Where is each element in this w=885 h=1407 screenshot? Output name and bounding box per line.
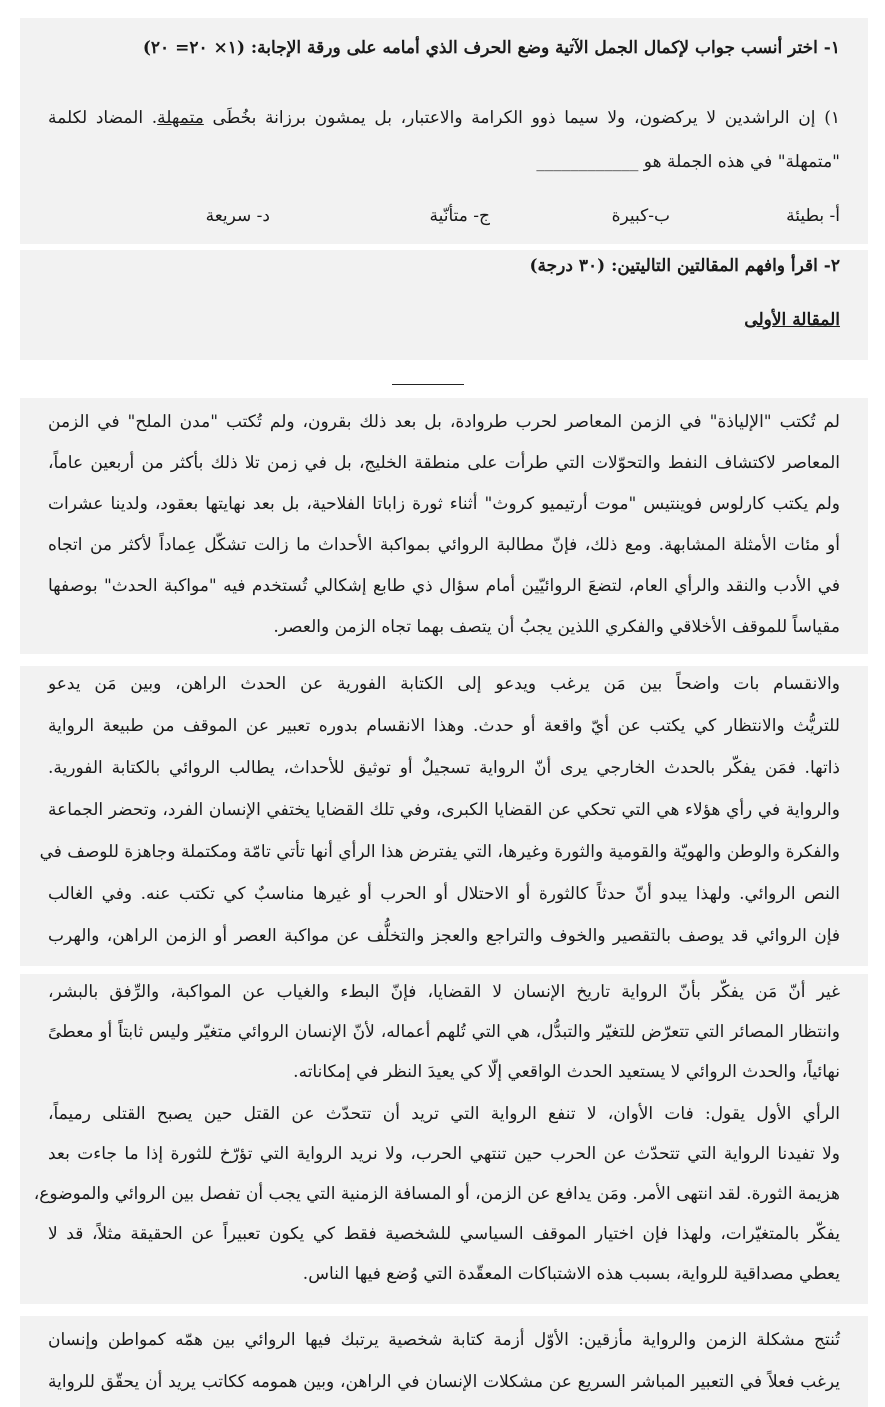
question-1-item-line1 (48, 106, 840, 130)
para4-line: تُنتج مشكلة الزمن والرواية مأزقين: الأوّل أزمة كتابة شخصية يرتبك فيها الروائي بين همّه كمواطن وإنسان (48, 1330, 840, 1350)
item-text-post: . المضاد لكلمة (48, 108, 158, 128)
para1-line: مقياساً للموقف الأخلاقي والفكري اللذين يجبُ أن يتصف بهما تجاه الزمن والعصر. (273, 617, 840, 637)
para2-line: والرواية في رأي هؤلاء هي التي تحكي عن القضايا الكبرى، وفي تلك القضايا يختفي الإنسان الفرد، وتحضر الجماعة (48, 800, 840, 820)
option-b: ب-كبيرة (611, 206, 670, 226)
paragraph-4-panel (20, 1316, 868, 1407)
question-1-panel (20, 18, 868, 244)
option-d: د- سريعة (205, 206, 270, 226)
article-title (48, 308, 840, 332)
para1-line: في الأدب والنقد والرأي العام، لتضعَ الروائيّين أمام سؤال ذي طابع إشكالي تُستخدم فيه "مواكبة الحدث" بوصفها (48, 576, 840, 596)
para4-line: يرغب فعلاً في التعبير المباشر السريع عن مشكلات الإنسان في الراهن، وبين همومه ككاتب يريد أن يحقّق للرواية (48, 1372, 840, 1392)
para1-line: لم تُكتب "الإلياذة" في الزمن المعاصر لحرب طروادة، بل بعد ذلك بقرون، ولم تُكتب "مدن الملح" في الزمن (48, 412, 840, 432)
option-c: ج- متأنّية (429, 206, 490, 226)
para2-line: والفكرة والوطن والهويّة والقومية والثورة وغيرها، التي يفترض هذا الرأي أنها تأتي تامّة ومكتملة وجاهزة للوصف في (39, 842, 840, 862)
para3-line: وانتظار المصائر التي تتعرّض للتغيّر والتبدُّل، هي التي تُلهم أعماله، لأنّ الإنسان الروائي متغيّر وليس ثابتاً أو معطىً (48, 1022, 840, 1042)
para2-line: النص الروائي. ولهذا يبدو أنّ حدثاً كالثورة أو الاحتلال أو الحرب أو غيرها مناسبٌ كي تكتب عنه. وفي الغالب (48, 884, 840, 904)
item-text-pre: ١) إن الراشدين لا يركضون، ولا سيما ذوو الكرامة والاعتبار، بل يمشون برزانة بخُطَى (203, 108, 840, 128)
option-a: أ- بطيئة (786, 206, 840, 226)
para1-line: ولم يكتب كارلوس فوينتيس "موت أرتيميو كروث" أثناء ثورة زاباتا الفلاحية، بل بعد نهايتها بعقود، ولدينا عشرات (48, 494, 840, 514)
separator-line (392, 384, 464, 385)
para2-line: فإن الروائي قد يوصف بالتقصير والخوف والتراجع والعجز والتخلُّف عن مواكبة العصر أو الزمن الراهن، والهرب (48, 926, 840, 946)
para1-line: أو مئات الأمثلة المشابهة. ومع ذلك، فإنّ مطالبة الروائي بمواكبة الأحداث ما زالت تشكّل عِماداً لأكثر من اتجاه (48, 535, 840, 555)
question-1-heading: ١- اختر أنسب جواب لإكمال الجمل الآتية وضع الحرف الذي أمامه على ورقة الإجابة: (١× ٢٠= ٢٠) (142, 38, 840, 58)
paragraph-1-panel (20, 398, 868, 654)
para2-line: ذاتها. فمَن يفكّر بالحدث الخارجي يرى أنّ الرواية تسجيلٌ أو توثيق للأحداث، يطالب الروائي بالكتابة الفورية. (48, 758, 840, 778)
para2-line: للتريُّث والانتظار كي يكتب عن أيّ واقعة أو حدث. وهذا الانقسام بدوره تعبير عن الموقف من طبيعة الرواية (48, 716, 840, 736)
para3-line: نهائياً، والحدث الروائي لا يستعيد الحدث الواقعي إلّا كي يعيدَ النظر في إمكاناته. (293, 1062, 840, 1082)
underlined-word: متمهلة (157, 108, 204, 128)
paragraph-3-panel (20, 974, 868, 1304)
para3-line: غير أنّ مَن يفكّر بأنّ الرواية تاريخ الإنسان لا القضايا، فإنّ البطء والغياب عن المواكبة، والرِّفق بالبشر، (48, 982, 840, 1002)
question-1-item-line2: "متمهلة" في هذه الجملة هو ____________ (536, 152, 840, 172)
para3-line: يفكّر بالمتغيّرات، ولهذا فإن اختيار الموقف السياسي للشخصية فقط كي يكون تعبيراً عن الحقيقة مثلاً، قد لا (48, 1224, 840, 1244)
para3-line: يعطي مصداقية للرواية، بسبب هذه الاشتباكات المعقّدة التي وُضع فيها الناس. (302, 1264, 840, 1284)
para3-line: الرأي الأول يقول: فات الأوان، لا تنفع الرواية التي تريد أن تتحدّث عن القتل حين يصبح القتلى رميماً، (48, 1104, 840, 1124)
para3-line: ولا تفيدنا الرواية التي تتحدّث عن الحرب حين تنتهي الحرب، ولا نريد الرواية التي تؤرّخ للثورة إذا ما جاءت بعد (48, 1144, 840, 1164)
question-2-panel (20, 250, 868, 360)
article-title-text: المقالة الأولى (744, 310, 840, 330)
para2-line: والانقسام بات واضحاً بين مَن يرغب ويدعو إلى الكتابة الفورية عن الحدث الراهن، وبين مَن يدعو (48, 674, 840, 694)
question-2-heading: ٢- اقرأ وافهم المقالتين التاليتين: (٣٠ درجة) (529, 256, 840, 276)
para3-line: هزيمة الثورة. لقد انتهى الأمر. ومَن يدافع عن الزمن، أو المسافة الزمنية التي يجب أن تفصل بين الروائي والموضوع، (33, 1184, 840, 1204)
para1-line: المعاصر لاكتشاف النفط والتحوّلات التي طرأت على منطقة الخليج، بل في زمن تلا ذلك بأكثر من أربعين عاماً، (48, 453, 840, 473)
paragraph-2-panel (20, 666, 868, 966)
